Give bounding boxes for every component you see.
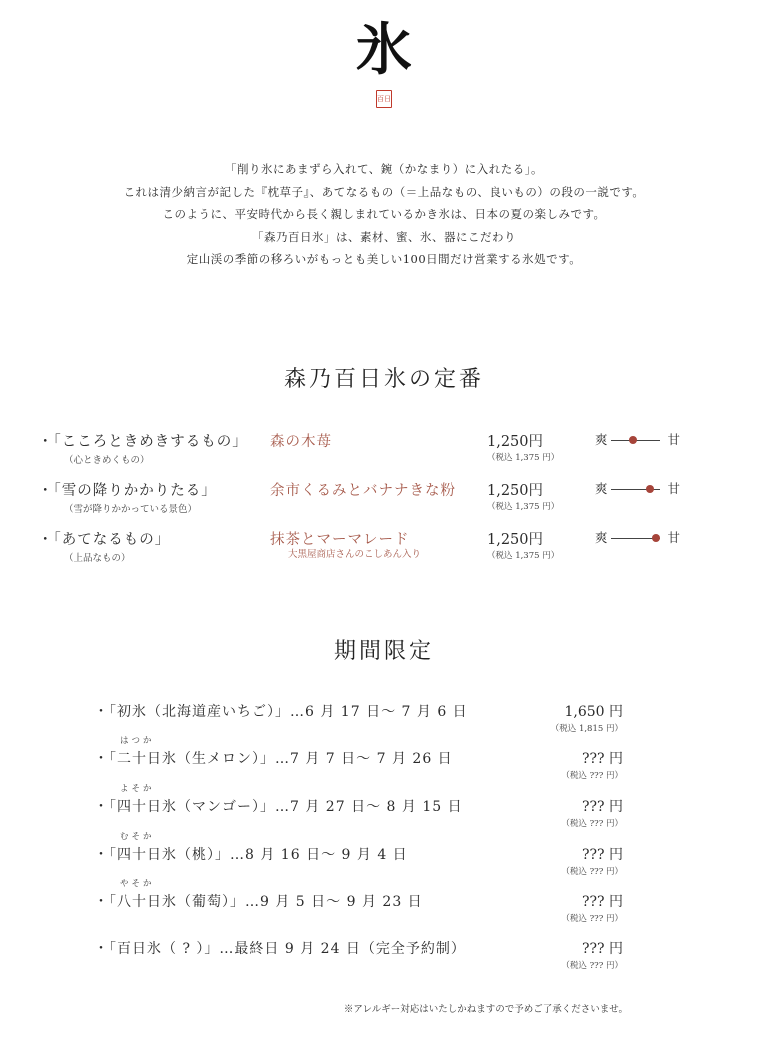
item-tax-price: （税込 ??? 円）	[561, 961, 623, 971]
item-ruby: やそか	[120, 879, 155, 889]
limited-item	[0, 784, 768, 836]
item-price: 1,250円	[487, 532, 544, 548]
scale-label-refreshing: 爽	[595, 432, 608, 447]
item-tax-price: （税込 1,815 円）	[550, 724, 623, 734]
scale-label-sweet: 甘	[667, 530, 680, 545]
item-flavor: 森の木苺	[270, 434, 332, 450]
item-tax-price: （税込 ??? 円）	[561, 914, 623, 924]
intro-line: これは清少納言が記した『枕草子』、あてなるもの（＝上品なもの、良いもの）の段の一説です。	[123, 184, 645, 199]
item-subtitle: （心ときめくもの）	[64, 455, 150, 466]
intro-line: このように、平安時代から長く親しまれているかき氷は、日本の夏の楽しみです。	[162, 207, 606, 221]
scale-label-refreshing: 爽	[595, 530, 608, 545]
item-price: ??? 円	[582, 894, 623, 910]
item-flavor-note: 大黒屋商店さんのこしあん入り	[288, 549, 422, 560]
item-ruby: はつか	[120, 736, 155, 746]
standard-item	[0, 528, 768, 574]
item-price: ??? 円	[582, 941, 623, 957]
scale-label-sweet: 甘	[667, 432, 680, 447]
item-price: 1,250円	[487, 434, 544, 450]
item-ruby: よそか	[120, 784, 155, 794]
item-flavor: 抹茶とマーマレード	[270, 532, 410, 548]
standard-item	[0, 479, 768, 525]
logo-kanji: 氷	[356, 17, 412, 83]
seal-stamp: 百日	[376, 90, 392, 108]
intro-line: 定山渓の季節の移ろいがもっとも美しい100日間だけ営業する氷処です。	[186, 252, 582, 266]
item-price: ??? 円	[582, 751, 623, 767]
scale-label-refreshing: 爽	[595, 481, 608, 496]
item-price: ??? 円	[582, 847, 623, 863]
item-name: ・「こころときめきするもの」	[38, 434, 248, 450]
item-subtitle: （雪が降りかかっている景色）	[64, 504, 198, 515]
item-ruby: むそか	[120, 832, 155, 842]
limited-item	[0, 832, 768, 884]
intro-text	[0, 158, 768, 271]
item-tax-price: （税込 ??? 円）	[561, 867, 623, 877]
scale-marker	[646, 485, 654, 493]
limited-menu-title: 期間限定	[333, 639, 434, 664]
scale-label-sweet: 甘	[667, 481, 680, 496]
item-tax-price: （税込 ??? 円）	[561, 819, 623, 829]
item-tax-price: （税込 ??? 円）	[561, 771, 623, 781]
item-tax-price: （税込 1,375 円）	[487, 551, 560, 561]
limited-item	[0, 938, 768, 978]
item-name: ・「雪の降りかかりたる」	[38, 483, 217, 499]
sweetness-scale	[595, 430, 680, 450]
limited-item	[0, 701, 768, 741]
sweetness-scale	[595, 528, 680, 548]
item-name: ・「二十日氷（生メロン）」…7 月 7 日～ 7 月 26 日	[94, 751, 453, 767]
sweetness-scale	[595, 479, 680, 499]
item-name: ・「初氷（北海道産いちご）」…6 月 17 日～ 7 月 6 日	[94, 704, 468, 720]
allergy-footnote: ※アレルギー対応はいたしかねますので予めご了承くださいませ。	[343, 1004, 628, 1015]
standard-menu-title: 森乃百日氷の定番	[283, 367, 484, 392]
item-subtitle: （上品なもの）	[64, 553, 131, 564]
intro-line: 「森乃百日氷」は、素材、蜜、氷、器にこだわり	[252, 229, 516, 244]
item-price: 1,250円	[487, 483, 544, 499]
item-name: ・「四十日氷（マンゴー）」…7 月 27 日～ 8 月 15 日	[94, 799, 463, 815]
item-price: ??? 円	[582, 799, 623, 815]
logo	[0, 18, 768, 108]
item-flavor: 余市くるみとバナナきな粉	[270, 483, 456, 499]
scale-marker	[652, 534, 660, 542]
item-name: ・「あてなるもの」	[38, 532, 171, 548]
scale-marker	[629, 436, 637, 444]
item-name: ・「百日氷（ ? ）」…最終日 9 月 24 日（完全予約制）	[94, 941, 466, 957]
item-tax-price: （税込 1,375 円）	[487, 453, 560, 463]
limited-item	[0, 879, 768, 931]
item-tax-price: （税込 1,375 円）	[487, 502, 560, 512]
standard-item	[0, 430, 768, 476]
intro-line: 「削り氷にあまずら入れて、鋺（かなまり）に入れたる」。	[224, 162, 544, 176]
limited-item	[0, 736, 768, 788]
item-price: 1,650 円	[564, 704, 623, 720]
item-name: ・「四十日氷（桃）」…8 月 16 日～ 9 月 4 日	[94, 847, 408, 863]
item-name: ・「八十日氷（葡萄）」…9 月 5 日～ 9 月 23 日	[94, 894, 423, 910]
